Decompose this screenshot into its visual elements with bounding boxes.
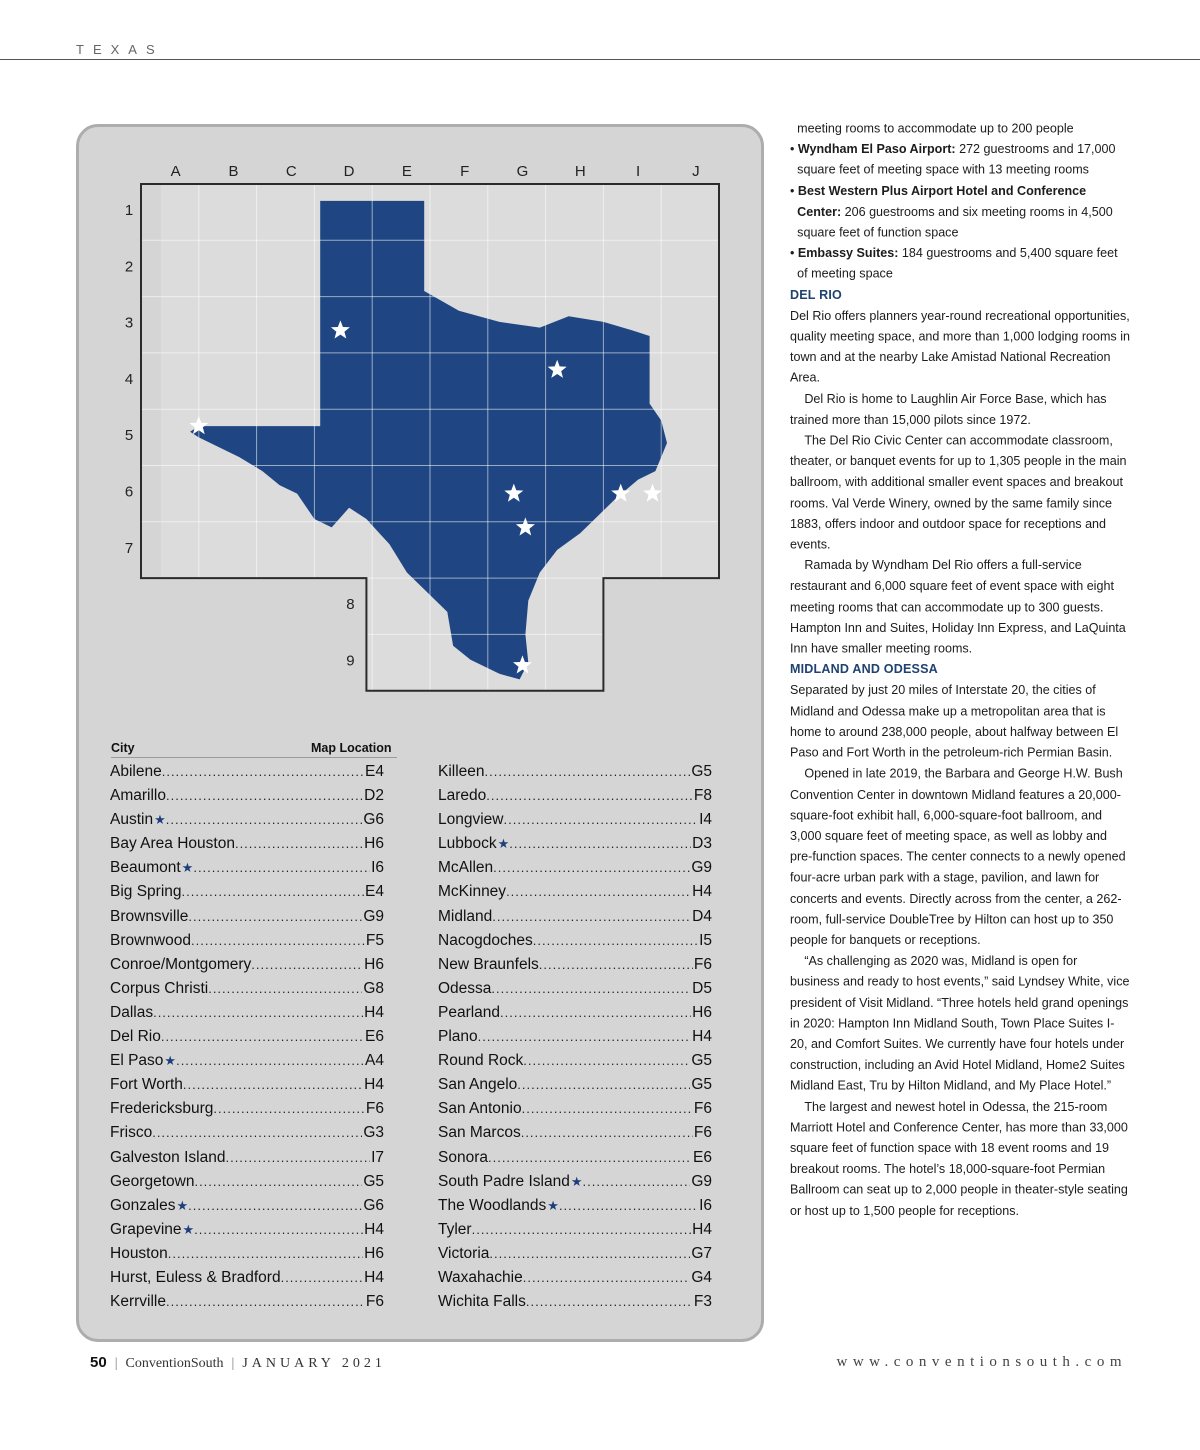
city-row [110,883,384,907]
city-row [438,883,712,907]
body-paragraph: The Del Rio Civic Center can accommodate classroom, theater, or banquet events for up to 1,305 people in the main ballroom, with additional smaller event spaces and breakout rooms. Val Verde Winery, owned by the same family since 1883, offers indoor and outdoor space for receptions and events. [790,432,1127,552]
city-name: Galveston Island [110,1148,226,1166]
map-location: E4 [365,883,384,901]
leader-dots [523,1270,691,1285]
map-location: F6 [365,1293,384,1311]
city-row [438,1100,712,1124]
leader-dots [526,1294,693,1309]
map-location: H6 [364,955,384,973]
city-row [110,1293,384,1317]
map-location: E4 [365,763,384,780]
city-name: El Paso [110,1052,164,1070]
city-name: Kerrville [110,1293,166,1311]
leader-dots [168,1246,363,1261]
city-row [438,1052,712,1076]
leader-dots [225,1150,370,1165]
city-row [438,1245,712,1269]
row-label: 9 [346,652,355,670]
map-location: I6 [699,1196,712,1214]
leader-dots [491,981,691,996]
city-row [438,1173,712,1197]
city-name: Gonzales [110,1196,176,1214]
hotel-name: Wyndham El Paso Airport: [797,141,956,156]
map-location: G7 [691,1244,712,1262]
leader-dots [194,1174,362,1189]
leader-dots [478,1029,692,1044]
table-header-location: Map Location [311,741,392,755]
city-row [438,1004,712,1028]
leader-dots [489,1246,690,1261]
city-row [438,1293,712,1317]
city-row [438,1124,712,1148]
leader-dots [166,1294,365,1309]
map-location: F6 [365,1100,384,1118]
leader-dots [182,884,365,899]
heading-midland-odessa: MIDLAND AND ODESSA [790,661,938,677]
leader-dots [583,1174,691,1189]
footer-website: www.conventionsouth.com [836,1354,1127,1370]
city-row [438,1221,712,1245]
row-label: 3 [124,314,134,332]
row-label: 8 [346,596,355,614]
city-row [438,811,712,835]
city-name: San Angelo [438,1076,518,1094]
leader-dots [183,1077,363,1092]
map-location: I6 [371,859,384,877]
map-location: D4 [692,907,712,925]
leader-dots [485,764,691,779]
city-name: Lubbock [438,835,497,853]
city-name: Brownwood [110,931,191,949]
leader-dots [523,1053,690,1068]
body-paragraph: The largest and newest hotel in Odessa, the 215-room Marriott Hotel and Conference Center, has more than 33,000 square feet of function space with 18 event rooms and 19 breakout rooms. The hotel’s 18,000-square-foot Permian Ballroom can seat up to 2,000 people in theater-style seating or host up to 1,500 people for receptions. [790,1098,1128,1218]
city-name: McKinney [438,883,507,901]
leader-dots [188,909,362,924]
city-name: Victoria [438,1244,490,1262]
map-location: H6 [364,835,384,853]
map-location: H4 [692,1220,712,1238]
column-label: E [401,163,412,180]
leader-dots [213,1101,365,1116]
del-rio-body [790,305,1130,659]
city-name: Pearland [438,1003,501,1021]
city-row [110,1028,384,1052]
city-row [110,1149,384,1173]
city-row [110,859,384,883]
city-row [438,1197,712,1221]
hotel-details: 206 guestrooms and six meeting rooms in 4,500 square feet of function space [797,203,1113,240]
hotel-bullet [790,139,1130,181]
leader-dots [188,1198,362,1213]
magazine-name: ConventionSouth [125,1356,224,1371]
city-name: Big Spring [110,883,182,901]
city-name: Corpus Christi [110,979,209,997]
page-number: 50 [90,1354,107,1371]
city-name: South Padre Island [438,1172,570,1190]
city-name: Nacogdoches [438,931,533,949]
heading-del-rio: DEL RIO [790,287,842,302]
map-location: G3 [363,1124,384,1142]
city-row [110,835,384,859]
column-label: G [516,163,529,180]
leader-dots [193,860,370,875]
body-paragraph: Del Rio is home to Laughlin Air Force Base, which has trained more than 15,000 pilots since 1972. [790,391,1107,427]
city-row [110,1100,384,1124]
hotel-bullet-list [790,139,1130,285]
city-name: Fredericksburg [110,1100,214,1118]
map-location: G9 [691,859,712,877]
leader-dots [251,957,363,972]
leader-dots [152,1125,362,1140]
city-name: Grapevine [110,1220,182,1238]
city-name: Sonora [438,1148,488,1166]
map-location: G5 [691,1076,712,1094]
star-icon: ★ [547,1197,559,1213]
map-location: G6 [363,811,384,829]
section-label: TEXAS [76,42,164,57]
column-label: D [343,163,355,180]
bullet-icon: • [790,183,798,198]
city-row [438,763,712,787]
city-name: Georgetown [110,1172,195,1190]
city-row [110,956,384,980]
hotel-details: 272 guestrooms and 17,000 square feet of meeting space with 13 meeting rooms [797,141,1116,177]
city-row [110,1173,384,1197]
city-row [438,835,712,859]
city-row [438,1028,712,1052]
issue-date: JANUARY 2021 [242,1356,386,1371]
city-row [438,980,712,1004]
leader-dots [559,1198,698,1213]
city-name: Killeen [438,763,485,780]
table-header-rule [111,757,397,758]
city-name: Dallas [110,1003,154,1021]
leader-dots [488,1150,692,1165]
city-name: Conroe/Montgomery [110,955,252,973]
city-name: Odessa [438,979,492,997]
city-name: Brownsville [110,907,189,925]
city-row [110,1197,384,1221]
city-name: Tyler [438,1220,472,1238]
city-name: San Marcos [438,1124,521,1142]
leader-dots [166,788,363,803]
map-location: F3 [693,1293,712,1311]
leader-dots [522,1101,693,1116]
leader-dots [194,1222,363,1237]
city-name: Del Rio [110,1028,161,1046]
hotel-name: Best Western Plus Airport Hotel and Conference Center: [797,183,1087,219]
map-location: D5 [692,979,712,997]
leader-dots [235,836,363,851]
city-name: New Braunfels [438,955,539,973]
map-location: H4 [364,1003,384,1021]
footer-left: 50 | ConventionSouth | JANUARY 2021 [90,1354,386,1371]
column-label: F [460,163,470,180]
leader-dots [208,981,362,996]
hotel-details: 184 guestrooms and 5,400 square feet of meeting space [797,245,1118,281]
map-location: F6 [693,1100,712,1118]
map-location: H4 [364,1220,384,1238]
row-label: 1 [124,201,134,219]
leader-dots [517,1077,690,1092]
hotel-bullet [790,180,1130,242]
star-icon: ★ [497,836,510,852]
row-label: 7 [124,539,134,557]
leader-dots [486,788,693,803]
leader-dots [506,884,691,899]
body-paragraph: Ramada by Wyndham Del Rio offers a full-service restaurant and 6,000 square feet of event space with eight meeting rooms that can accommodate up to 300 guests. Hampton Inn and Suites, Holiday Inn Express, and LaQuinta Inn have smaller meeting rooms. [790,557,1126,656]
map-location: G8 [363,979,384,997]
city-name: San Antonio [438,1100,522,1118]
city-row [110,1245,384,1269]
leader-dots [162,764,364,779]
leader-dots [500,1005,691,1020]
city-name: Fort Worth [110,1076,183,1094]
bullet-icon: • [790,245,798,260]
column-label: H [574,163,586,180]
city-row [110,1221,384,1245]
star-icon: ★ [181,860,194,876]
body-paragraph: Opened in late 2019, the Barbara and George H.W. Bush Convention Center in downtown Midland features a 20,000-square-foot exhibit hall, 6,000-square-foot ballroom, and 3,000 square feet of meeting space, as well as lobby and pre-function spaces. The center connects to a newly opened four-acre urban park with a stage, pavilion, and lawn for concerts and events. Directly across from the center, a 262-room, full-service DoubleTree by Hilton can host up to 350 people for banquets or receptions. [790,765,1126,947]
column-label: A [170,163,181,180]
table-header-city: City [111,741,135,755]
map-location: G4 [691,1268,712,1286]
city-name: Frisco [110,1124,153,1142]
city-row [438,859,712,883]
intro-continuation: meeting rooms to accommodate up to 200 people [797,120,1074,136]
city-row [438,1149,712,1173]
row-label: 5 [124,427,134,445]
city-row [110,787,384,811]
map-location: F6 [693,955,712,973]
map-location: G5 [691,763,712,780]
row-label: 2 [124,258,134,276]
map-panel [76,124,764,1342]
map-location: D2 [364,787,384,805]
map-location: F8 [693,787,712,805]
body-paragraph: Del Rio offers planners year-round recreational opportunities, quality meeting space, and more than 1,000 lodging rooms in town and at the nearby Lake Amistad National Recreation Area. [790,308,1130,385]
leader-dots [472,1222,692,1237]
city-row [438,787,712,811]
city-row [110,1269,384,1293]
map-location: G9 [691,1172,712,1190]
city-name: Abilene [110,763,162,780]
star-icon: ★ [570,1173,583,1189]
hotel-name: Embassy Suites: [797,245,899,260]
city-name: Midland [438,907,493,925]
leader-dots [161,1029,364,1044]
map-location: G6 [363,1196,384,1214]
map-location: H6 [364,1244,384,1262]
leader-dots [521,1125,693,1140]
column-label: J [692,163,700,180]
map-location: G9 [363,907,384,925]
city-name: McAllen [438,859,494,877]
map-location: H6 [692,1003,712,1021]
city-row [110,932,384,956]
star-icon: ★ [176,1197,189,1213]
city-row [438,1076,712,1100]
leader-dots [191,933,365,948]
city-row [438,908,712,932]
map-location: F6 [693,1124,712,1142]
body-paragraph: Separated by just 20 miles of Interstate 20, the cities of Midland and Odessa make up a metropolitan area that is home to around 238,000 people, about halfway between El Paso and Fort Worth in the petroleum-rich Permian Basin. [790,682,1119,760]
city-row [110,763,384,787]
star-icon: ★ [182,1221,195,1237]
leader-dots [533,933,698,948]
leader-dots [492,909,691,924]
leader-dots [281,1270,364,1285]
city-row [110,1004,384,1028]
map-location: A4 [365,1052,384,1070]
row-label: 6 [124,483,134,501]
body-paragraph: “As challenging as 2020 was, Midland is open for business and ready to host events,” said Lyndsey White, vice president of Visit Midland. “Three hotels held grand openings in 2020: Hampton Inn Midland South, Town Place Suites I-20, and Comfort Suites. We currently have four hotels under construction, including an Avid Hotel Midland, Home2 Suites Midland East, Tru by Hilton Midland, and My Place Hotel.” [790,953,1130,1093]
row-label: 4 [124,370,134,388]
map-location: H4 [692,883,712,901]
city-row [110,908,384,932]
map-location: I4 [699,811,712,829]
city-row [438,932,712,956]
map-location: E6 [693,1148,712,1166]
city-name: Houston [110,1244,168,1262]
leader-dots [176,1053,364,1068]
city-name: Plano [438,1028,478,1046]
column-label: B [228,163,239,180]
map-location: F5 [365,931,384,949]
city-name: Laredo [438,787,487,805]
city-name: Round Rock [438,1052,524,1070]
city-name: Wichita Falls [438,1293,526,1311]
city-row [438,956,712,980]
hotel-bullet [790,243,1130,285]
star-icon: ★ [164,1053,177,1069]
city-name: The Woodlands [438,1196,547,1214]
midland-odessa-body [790,680,1130,1221]
city-list-left [110,763,384,1317]
column-label: C [285,163,297,180]
city-name: Amarillo [110,787,166,805]
map-location: I7 [371,1148,384,1166]
map-location: D3 [692,835,712,853]
star-icon: ★ [154,812,166,828]
city-name: Hurst, Euless & Bradford [110,1268,281,1286]
texas-grid-map [79,127,767,727]
city-row [438,1269,712,1293]
header-rule [0,59,1200,60]
column-label: I [635,163,641,180]
leader-dots [509,836,691,851]
leader-dots [504,812,699,827]
leader-dots [539,957,693,972]
city-row [110,980,384,1004]
map-location: H4 [364,1076,384,1094]
city-list-right [438,763,712,1317]
map-location: I5 [699,931,712,949]
map-location: H4 [692,1028,712,1046]
article-column [790,118,1130,1221]
map-location: H4 [364,1268,384,1286]
map-location: G5 [691,1052,712,1070]
city-row [110,1124,384,1148]
leader-dots [493,860,690,875]
city-name: Austin [110,811,154,829]
bullet-icon: • [790,141,798,156]
city-row [110,1052,384,1076]
map-location: G5 [363,1172,384,1190]
city-name: Bay Area Houston [110,835,235,853]
city-name: Beaumont [110,859,181,877]
map-location: E6 [365,1028,384,1046]
city-name: Longview [438,811,504,829]
city-row [110,1076,384,1100]
leader-dots [153,1005,363,1020]
city-name: Waxahachie [438,1268,523,1286]
city-row [110,811,384,835]
leader-dots [166,812,363,827]
